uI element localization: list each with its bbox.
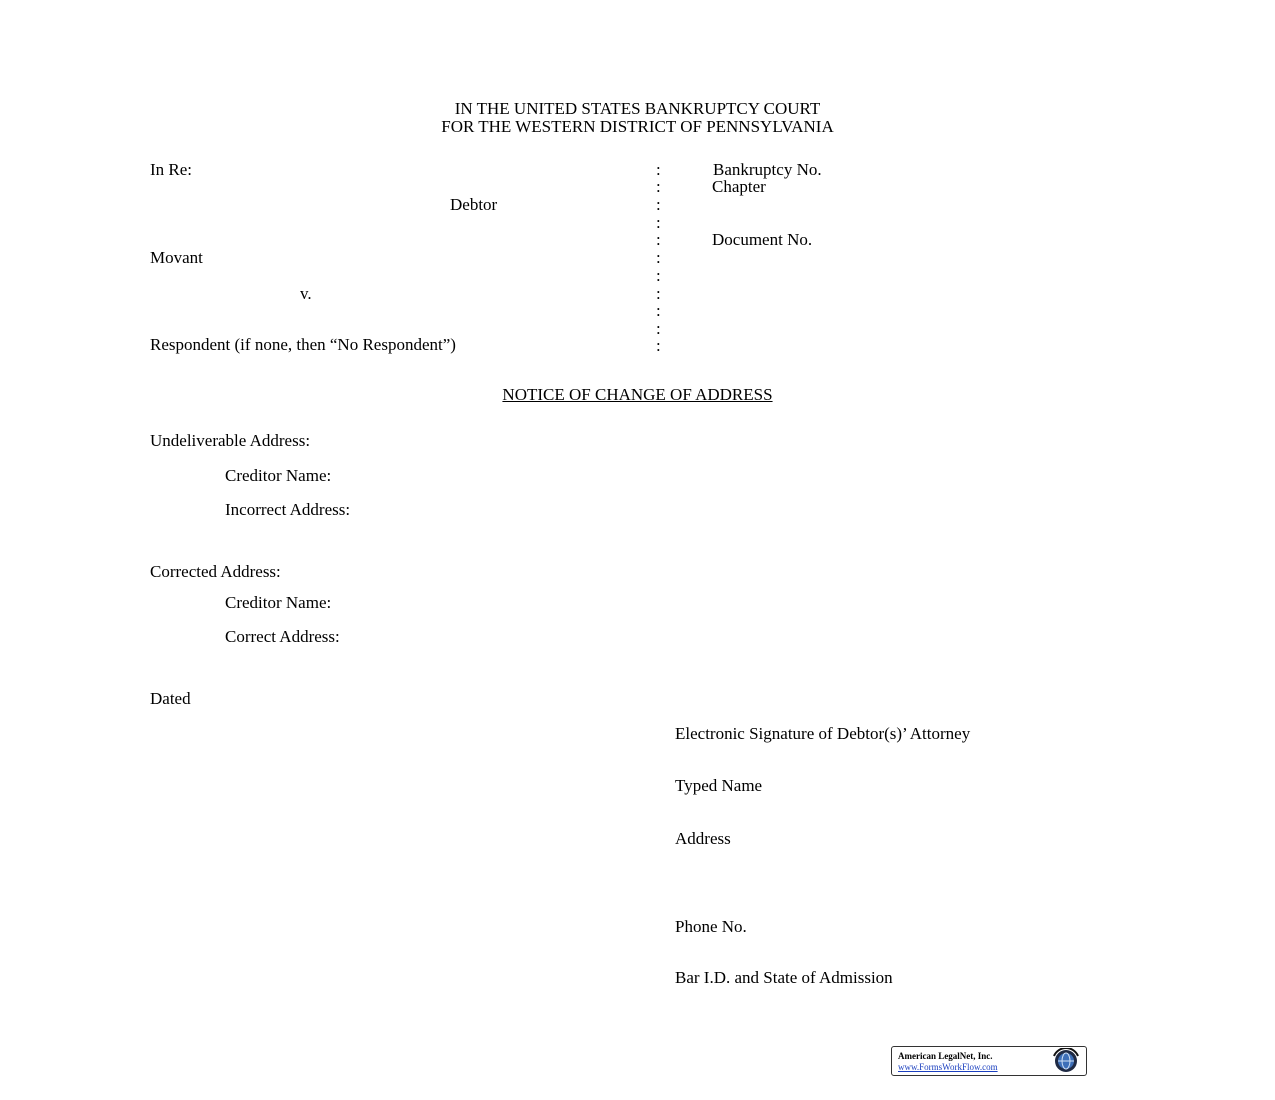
caption-colon: : [656, 160, 661, 179]
document-no-label: Document No. [712, 230, 813, 249]
caption-colon: : [656, 336, 661, 355]
corrected-address-heading: Corrected Address: [150, 562, 281, 581]
caption-colon: : [656, 213, 661, 232]
caption-colon: : [656, 301, 661, 320]
undeliverable-creditor-name-label: Creditor Name: [225, 466, 332, 485]
incorrect-address-label: Incorrect Address: [225, 500, 351, 519]
respondent-label: Respondent (if none, then “No Respondent”) [150, 335, 456, 354]
caption-colon: : [656, 248, 661, 267]
movant-label: Movant [150, 248, 203, 267]
corrected-creditor-name-label: Creditor Name: [225, 593, 332, 612]
electronic-signature-label: Electronic Signature of Debtor(s)’ Attorney [675, 724, 971, 743]
chapter-label: Chapter [712, 177, 766, 196]
caption-colon: : [656, 319, 661, 338]
caption-colon: : [656, 177, 661, 196]
court-name-line-2: FOR THE WESTERN DISTRICT OF PENNSYLVANIA [441, 117, 834, 136]
american-legalnet-logo[interactable] [891, 1046, 1087, 1076]
logo-website-link[interactable]: www.FormsWorkFlow.com [898, 1062, 998, 1072]
attorney-address-label: Address [675, 829, 731, 848]
debtor-label: Debtor [450, 195, 498, 214]
undeliverable-address-heading: Undeliverable Address: [150, 431, 311, 450]
caption-colon: : [656, 284, 661, 303]
notice-title: NOTICE OF CHANGE OF ADDRESS [502, 385, 773, 404]
versus-label: v. [300, 284, 312, 303]
caption-colon: : [656, 195, 661, 214]
dated-label: Dated [150, 689, 191, 708]
typed-name-label: Typed Name [675, 776, 763, 795]
bankruptcy-no-label: Bankruptcy No. [713, 160, 822, 179]
court-name-line-1: IN THE UNITED STATES BANKRUPTCY COURT [454, 99, 821, 118]
caption-colon: : [656, 266, 661, 285]
globe-icon [1048, 1048, 1084, 1074]
logo-company-name: American LegalNet, Inc. [898, 1051, 993, 1061]
caption-colon: : [656, 230, 661, 249]
in-re-label: In Re: [150, 160, 193, 179]
bar-id-label: Bar I.D. and State of Admission [675, 968, 893, 987]
correct-address-label: Correct Address: [225, 627, 340, 646]
phone-no-label: Phone No. [675, 917, 747, 936]
